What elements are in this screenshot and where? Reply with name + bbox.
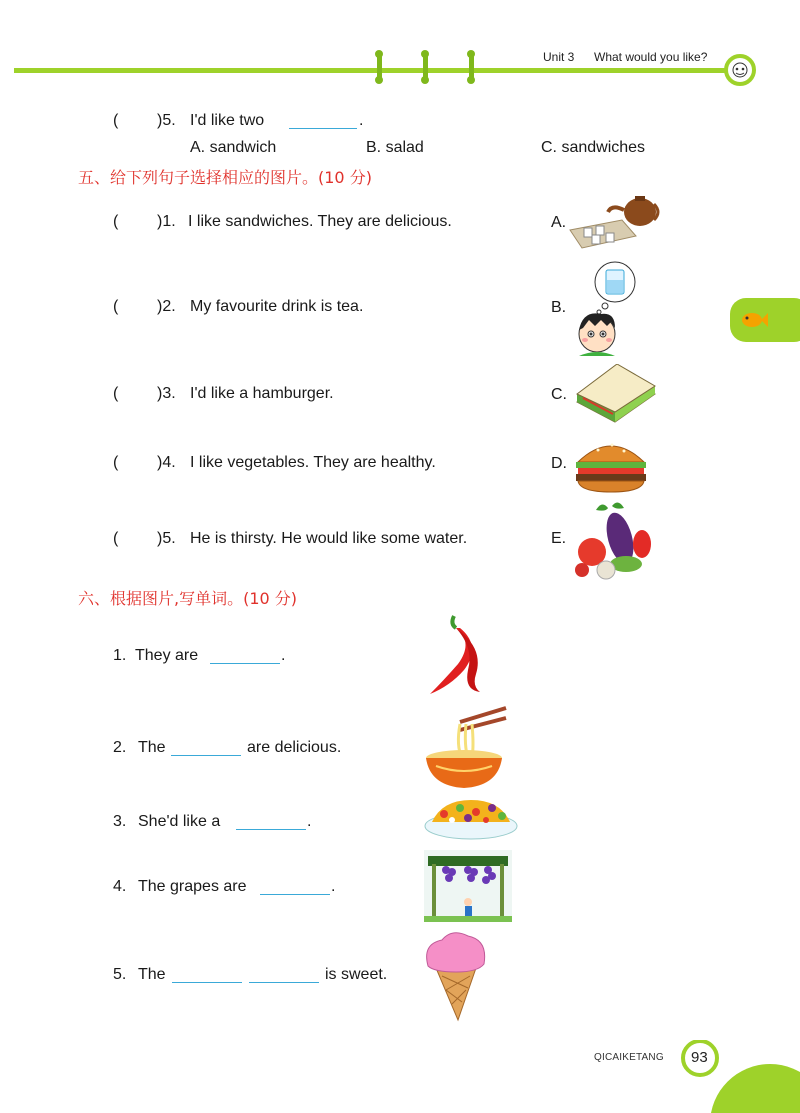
question-number: 2.	[113, 739, 127, 756]
ice-cream-cone-icon	[422, 928, 490, 1022]
question-number: 4.	[113, 878, 127, 895]
question-end: are delicious.	[247, 739, 342, 756]
thirsty-boy-icon	[571, 260, 641, 356]
mascot-icon	[728, 58, 752, 82]
question-text: I like vegetables. They are healthy.	[190, 454, 436, 471]
option-a: A. sandwich	[190, 139, 277, 156]
picture-letter-e: E.	[551, 530, 567, 547]
answer-paren-open[interactable]: (	[113, 298, 119, 315]
question-text: The grapes are	[138, 878, 247, 895]
answer-blank[interactable]	[171, 741, 241, 756]
answer-blank[interactable]	[172, 968, 242, 983]
tea-set-icon	[566, 190, 662, 252]
option-b: B. salad	[366, 139, 424, 156]
question-text: I'd like two	[190, 112, 265, 129]
picture-letter-b: B.	[551, 299, 567, 316]
question-end: .	[359, 112, 364, 129]
answer-blank[interactable]	[260, 880, 330, 895]
answer-blank[interactable]	[289, 114, 357, 129]
answer-paren-open[interactable]: (	[113, 454, 119, 471]
question-number: )3.	[157, 385, 176, 402]
page-number: 93	[691, 1049, 708, 1066]
grape-vine-icon	[424, 850, 512, 922]
unit-label: Unit 3	[543, 50, 575, 64]
question-text: My favourite drink is tea.	[190, 298, 364, 315]
question-end: .	[307, 813, 312, 830]
question-number: 1.	[113, 647, 127, 664]
side-tab-fish-icon	[730, 298, 800, 342]
question-text: She'd like a	[138, 813, 221, 830]
answer-paren-open[interactable]: (	[113, 530, 119, 547]
question-text: The	[138, 966, 166, 983]
question-text: They are	[135, 647, 199, 664]
answer-blank[interactable]	[236, 815, 306, 830]
footer-brand: QICAIKETANG	[594, 1052, 664, 1063]
question-end: .	[331, 878, 336, 895]
question-number: )4.	[157, 454, 176, 471]
question-number: 5.	[113, 966, 127, 983]
footer-corner-graphic	[660, 1040, 800, 1113]
noodles-icon	[420, 706, 508, 790]
vegetables-icon	[572, 500, 658, 582]
section5-title: 五、给下列句子选择相应的图片。(10 分)	[78, 168, 372, 187]
answer-paren-open[interactable]: (	[113, 385, 119, 402]
answer-paren-open: (	[113, 112, 119, 129]
question-text: He is thirsty. He would like some water.	[190, 530, 468, 547]
question-number: )2.	[157, 298, 176, 315]
option-c: C. sandwiches	[541, 139, 646, 156]
picture-letter-c: C.	[551, 386, 567, 403]
hamburger-icon	[572, 436, 650, 494]
answer-blank[interactable]	[249, 968, 319, 983]
section6-title: 六、根据图片,写单词。(10 分)	[78, 589, 298, 608]
question-text: I'd like a hamburger.	[190, 385, 334, 402]
question-number: )5.	[157, 530, 176, 547]
question-number: 3.	[113, 813, 127, 830]
question-text: I like sandwiches. They are delicious.	[188, 213, 452, 230]
question-number: )5.	[157, 112, 176, 129]
unit-title: What would you like?	[594, 50, 708, 64]
question-end: .	[281, 647, 286, 664]
answer-blank[interactable]	[210, 649, 280, 664]
question-number: )1.	[157, 213, 176, 230]
question-end: is sweet.	[325, 966, 388, 983]
header-line-graphic	[0, 40, 800, 100]
picture-letter-d: D.	[551, 455, 567, 472]
answer-paren-open[interactable]: (	[113, 213, 119, 230]
question-text: The	[138, 739, 166, 756]
sandwich-icon	[573, 364, 659, 426]
picture-letter-a: A.	[551, 214, 567, 231]
fruit-salad-icon	[422, 796, 520, 842]
chili-pepper-icon	[420, 612, 486, 698]
